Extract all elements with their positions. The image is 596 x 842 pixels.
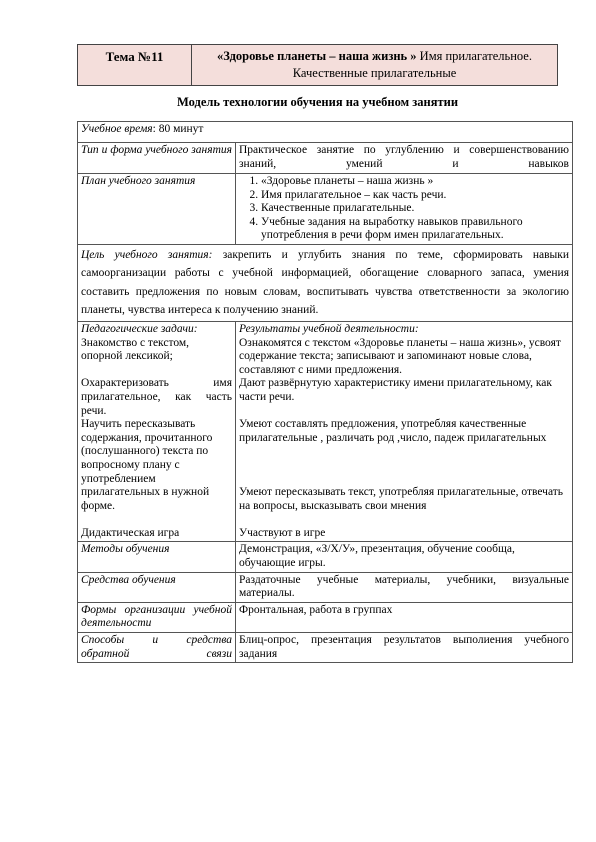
task-1: Знакомство с текстом, опорной лексикой; (81, 336, 190, 363)
task-3: Научить пересказывать содержания, прочитанного (послушанного) текста по вопросному плану с употреблением прилагательных в нужной форме. (81, 418, 213, 512)
methods-value: Демонстрация, «З/Х/У», презентация, обучение сообща, обучающие игры. (236, 542, 573, 572)
plan-label: План учебного занятия (81, 175, 196, 187)
lesson-title (192, 45, 558, 86)
means-row (78, 572, 573, 602)
plan-item: 1. «Здоровье планеты – наша жизнь » (261, 175, 569, 189)
forms-row (78, 602, 573, 632)
methods-label: Методы обучения (81, 543, 170, 556)
plan-item: 3. Качественные прилагательные. (261, 202, 569, 216)
lesson-model-table (77, 121, 573, 663)
forms-label: Формы организации учебной деятельности (81, 603, 232, 630)
task-4: Дидактическая игра (81, 526, 180, 539)
feedback-row (78, 633, 573, 663)
lesson-title-bold: «Здоровье планеты – наша жизнь » (217, 49, 417, 63)
means-label: Средства обучения (81, 573, 176, 586)
model-caption: Модель технологии обучения на учебном занятии (176, 95, 459, 109)
result-5: Участвуют в игре (239, 526, 326, 539)
time-label: Учебное время (81, 123, 153, 135)
methods-row (78, 542, 573, 572)
feedback-label: Способы и средства обратной связи (81, 634, 232, 660)
tasks-row (78, 321, 573, 542)
feedback-value: Блиц-опрос, презентация результатов выполиения учебного задания (236, 633, 573, 663)
plan-list (239, 175, 569, 243)
plan-row (78, 174, 573, 245)
task-2: Охарактеризовать имя прилагательное, как часть речи. (81, 377, 232, 417)
result-1: Ознакомятся с текстом «Здоровье планеты – наша жизнь», усвоят содержание текста; записывают и запоминают новые слова, составляют с ними предложения. (239, 336, 561, 376)
forms-value: Фронтальная, работа в группах (236, 602, 573, 632)
type-label: Тип и форма учебного занятия (81, 144, 232, 156)
type-value: Практическое занятие по углублению и совершенствованию знаний, умений и навыков (236, 143, 573, 174)
tasks-right-title: Результаты учебной деятельности: (239, 322, 419, 335)
goal-row (78, 244, 573, 321)
plan-item: 4. Учебные задания на выработку навыков правильного употребления в речи форм имен прилагательных. (261, 216, 569, 243)
result-3: Умеют составлять предложения, употребляя качественные прилагательные , различать род ,число, падеж прилагательных (239, 418, 547, 444)
time-row (78, 122, 573, 143)
tasks-left-title: Педагогические задачи: (81, 322, 198, 335)
means-value: Раздаточные учебные материалы, учебники, визуальные материалы. (236, 572, 573, 602)
time-value: : 80 минут (152, 123, 204, 135)
type-row (78, 143, 573, 174)
goal-label: Цель учебного занятия: (81, 248, 213, 261)
goal-text: закрепить и углубить знания по теме, сформировать навыки самоорганизации работы с учебной информацией, обогащение словарного запаса, умения составить предложения по новым словам, воспитывать чувства ответственности за экологию планеты, чувства интереса к получению знаний. (81, 248, 569, 317)
topic-number: Тема №11 (78, 45, 192, 86)
header-table (77, 44, 558, 86)
lesson-title-rest: Имя прилагательное. Качественные прилагательные (292, 49, 532, 80)
plan-item: 2. Имя прилагательное – как часть речи. (261, 189, 569, 203)
result-2: Дают развёрнутую характеристику имени прилагательному, как части речи. (239, 377, 552, 403)
result-4: Умеют пересказывать текст, употребляя прилагательные, отвечать на вопросы, высказывать свои мнения (239, 486, 564, 512)
